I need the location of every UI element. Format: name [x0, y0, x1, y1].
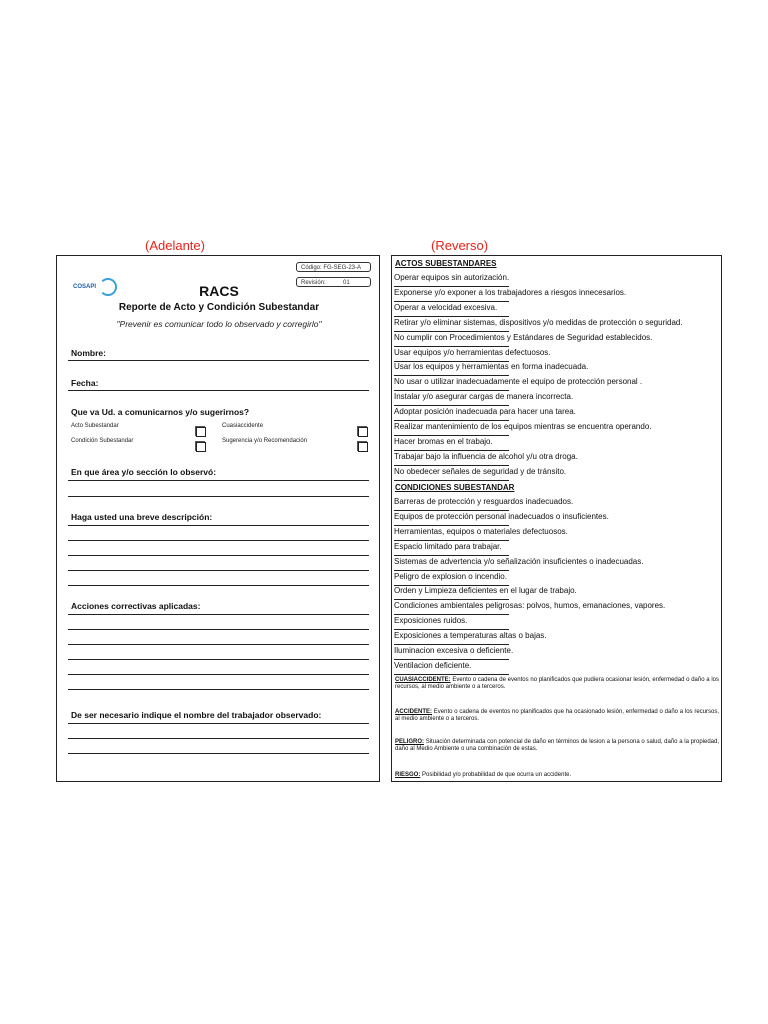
- form-subtitle: Reporte de Acto y Condición Subestandar: [118, 302, 320, 313]
- acto-item: Usar los equipos y herramientas en forma inadecuada.: [394, 362, 589, 372]
- back-info-panel: [391, 255, 722, 782]
- description-line-2[interactable]: [68, 540, 369, 541]
- description-line-5[interactable]: [68, 585, 369, 586]
- condicion-separator: [394, 659, 509, 660]
- condicion-item: Equipos de protección personal inadecuados o insuficientes.: [394, 511, 609, 521]
- definition-cuasiaccidente: [395, 677, 719, 691]
- acto-separator: [394, 465, 509, 466]
- acto-item: Exponerse y/o exponer a los trabajadores a riesgos innecesarios.: [394, 287, 627, 297]
- acto-item: Retirar y/o eliminar sistemas, dispositivos y/o medidas de protección o seguridad.: [394, 317, 683, 327]
- actions-line-6[interactable]: [68, 689, 369, 690]
- acto-subestandar-checkbox[interactable]: [196, 427, 206, 437]
- definition-peligro: [395, 739, 719, 753]
- date-field-line[interactable]: [68, 390, 369, 391]
- condicion-separator: [394, 629, 509, 630]
- acto-separator: [394, 316, 509, 317]
- actions-line-4[interactable]: [68, 659, 369, 660]
- acto-separator: [394, 405, 509, 406]
- acto-separator: [394, 375, 509, 376]
- condicion-separator: [394, 570, 509, 571]
- condicion-separator: [394, 614, 509, 615]
- actions-line-2[interactable]: [68, 629, 369, 630]
- definition-text: Posibilidad y/o probabilidad de que ocurra un accidente.: [420, 772, 572, 778]
- acto-item: Operar equipos sin autorización.: [394, 273, 510, 282]
- condicion-item: Ventilacion deficiente.: [394, 660, 472, 670]
- definition-accidente: [395, 709, 719, 723]
- worker-label: De ser necesario indique el nombre del trabajador observado:: [71, 710, 322, 720]
- condicion-item: Exposiciones ruidos.: [394, 616, 468, 626]
- worker-line-2[interactable]: [68, 738, 369, 739]
- date-label: Fecha:: [71, 378, 99, 388]
- acto-separator: [394, 480, 509, 481]
- code-box: [296, 262, 371, 272]
- acto-item: Trabajar bajo la influencia de alcohol y/u otra droga.: [394, 451, 578, 461]
- option-condicion-label: Condición Subestandar: [71, 438, 134, 444]
- description-line-4[interactable]: [68, 570, 369, 571]
- area-label: En que área y/o sección lo observó:: [71, 467, 217, 477]
- acto-item: No obedecer señales de seguridad y de tránsito.: [394, 466, 567, 476]
- acto-item: Instalar y/o asegurar cargas de manera incorrecta.: [394, 392, 574, 402]
- condicion-item: Espacio limitado para trabajar.: [394, 541, 502, 551]
- condicion-separator: [394, 525, 509, 526]
- acto-separator: [394, 331, 509, 332]
- definition-term: RIESGO:: [395, 772, 421, 778]
- acto-item: Operar a velocidad excesiva.: [394, 302, 498, 312]
- acto-item: No cumplir con Procedimientos y Estándares de Seguridad establecidos.: [394, 332, 653, 342]
- option-sugerencia-label: Sugerencia y/o Recomendación: [222, 438, 308, 444]
- condicion-item: Condiciones ambientales peligrosas: polvos, humos, emanaciones, vapores.: [394, 601, 666, 611]
- option-acto-label: Acto Subestandar: [71, 423, 119, 429]
- description-line-1[interactable]: [68, 525, 369, 526]
- description-line-3[interactable]: [68, 555, 369, 556]
- condicion-separator: [394, 510, 509, 511]
- condicion-item: Sistemas de advertencia y/o señalización insuficientes o inadecuadas.: [394, 556, 644, 566]
- condicion-separator: [394, 644, 509, 645]
- acto-item: Realizar mantenimiento de los equipos mientras se encuentra operando.: [394, 422, 652, 431]
- condicion-separator: [394, 674, 509, 675]
- description-label: Haga usted una breve descripción:: [71, 512, 213, 522]
- definition-term: ACCIDENTE:: [395, 709, 432, 715]
- actos-heading: ACTOS SUBESTANDARES: [395, 259, 497, 268]
- actions-line-1[interactable]: [68, 614, 369, 615]
- definition-term: CUASIACCIDENTE:: [395, 677, 451, 683]
- worker-line-1[interactable]: [68, 723, 369, 724]
- condicion-item: Orden y Limpieza deficientes en el lugar de trabajo.: [394, 586, 577, 596]
- question-label: Que va Ud. a comunicarnos y/o sugerirnos?: [71, 407, 250, 417]
- front-form-panel: [56, 255, 380, 782]
- actions-label: Acciones correctivas aplicadas:: [71, 601, 201, 611]
- condicion-item: Herramientas, equipos o materiales defectuosos.: [394, 526, 568, 536]
- definition-term: PELIGRO:: [395, 739, 425, 745]
- cuasiaccidente-checkbox[interactable]: [358, 427, 368, 437]
- condicion-separator: [394, 585, 509, 586]
- back-side-label: (Reverso): [431, 238, 489, 253]
- front-side-label: (Adelante): [145, 238, 205, 253]
- code-text: Código: FG-SEG-23-A: [301, 265, 362, 271]
- acto-separator: [394, 346, 509, 347]
- revision-label: Revisión:: [301, 280, 326, 286]
- acto-item: Adoptar posición inadecuada para hacer una tarea.: [394, 407, 576, 417]
- name-label: Nombre:: [71, 348, 106, 358]
- condicion-subestandar-checkbox[interactable]: [196, 442, 206, 452]
- acto-separator: [394, 420, 509, 421]
- actions-line-5[interactable]: [68, 674, 369, 675]
- acto-separator: [394, 435, 509, 436]
- area-line-1[interactable]: [68, 480, 369, 481]
- condiciones-heading: CONDICIONES SUBESTANDAR: [395, 483, 515, 492]
- form-motto: "Prevenir es comunicar todo lo observado y corregirlo": [116, 319, 322, 329]
- name-field-line[interactable]: [68, 360, 369, 361]
- definition-riesgo: [395, 772, 719, 779]
- actions-line-3[interactable]: [68, 644, 369, 645]
- condicion-item: Iluminacion excesiva o deficiente.: [394, 646, 514, 655]
- acto-separator: [394, 301, 509, 302]
- condicion-separator: [394, 540, 509, 541]
- worker-line-3[interactable]: [68, 753, 369, 754]
- definition-text: Situación determinada con potencial de daño en términos de lesion a la persona o salud, daño a la propiedad, daño al Medio Ambiente o una combinación de estas.: [395, 739, 719, 752]
- condicion-item: Barreras de protección y resguardos inadecuados.: [394, 497, 574, 506]
- condicion-separator: [394, 599, 509, 600]
- area-line-2[interactable]: [68, 496, 369, 497]
- acto-separator: [394, 361, 509, 362]
- acto-item: No usar o utilizar inadecuadamente el equipo de protección personal .: [394, 377, 643, 387]
- definition-text: Evento o cadena de eventos no planificados que pudiera ocasionar lesión, enfermedad o daño a los recursos, al medio ambiente o a terceros.: [395, 677, 719, 690]
- logo-text: COSAPI: [73, 284, 97, 290]
- condicion-item: Exposiciones a temperaturas altas o bajas.: [394, 631, 547, 641]
- revision-value: 01: [343, 280, 350, 286]
- acto-item: Usar equipos y/o herramientas defectuosos.: [394, 347, 551, 357]
- definition-text: Evento o cadena de eventos no planificados que ha ocasionado lesión, enfermedad o daño a los recursos, al medio ambiente o a terceros.: [395, 709, 719, 722]
- condicion-separator: [394, 555, 509, 556]
- acto-separator: [394, 450, 509, 451]
- acto-separator: [394, 286, 509, 287]
- sugerencia-checkbox[interactable]: [358, 442, 368, 452]
- form-title: RACS: [199, 283, 239, 299]
- option-cuasi-label: Cuasiaccidente: [222, 423, 264, 429]
- acto-separator: [394, 390, 509, 391]
- acto-item: Hacer bromas en el trabajo.: [394, 436, 493, 446]
- condicion-item: Peligro de explosion o incendio.: [394, 571, 507, 581]
